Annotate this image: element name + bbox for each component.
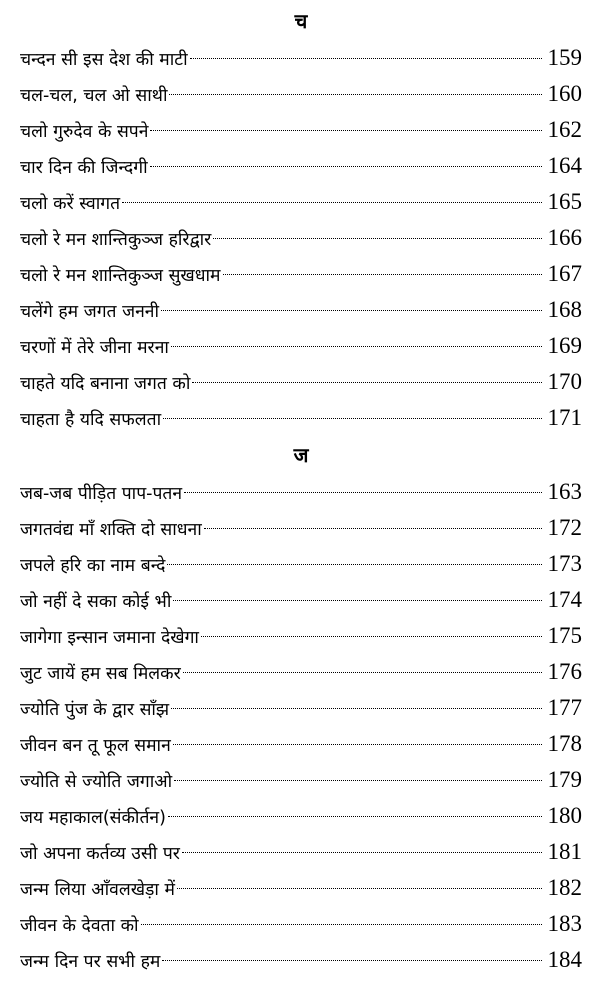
entry-title: चार दिन की जिन्दगी (20, 158, 148, 178)
entry-page-number: 173 (547, 551, 582, 576)
entry-title: चलो रे मन शान्तिकुञ्ज सुखधाम (20, 266, 221, 286)
index-entry (20, 654, 582, 690)
entry-page-number: 167 (547, 261, 582, 286)
dot-leader (184, 492, 541, 493)
entry-title: जो अपना कर्तव्य उसी पर (20, 844, 180, 864)
entry-title: चलेंगे हम जगत जननी (20, 302, 160, 322)
entry-page-number: 163 (547, 479, 582, 504)
entry-page-number: 172 (547, 515, 582, 540)
index-entry (20, 220, 582, 256)
entry-page-number: 164 (547, 153, 582, 178)
dot-leader (174, 780, 541, 781)
index-entry (20, 256, 582, 292)
entry-title: ज्योति से ज्योति जगाओ (20, 772, 173, 792)
index-entry (20, 582, 582, 618)
index-entry (20, 942, 582, 978)
entry-page-number: 162 (547, 117, 582, 142)
index-entry (20, 148, 582, 184)
entry-title: जन्म दिन पर सभी हम (20, 952, 161, 972)
entry-page-number: 165 (547, 189, 582, 214)
entry-title: चल-चल, चल ओ साथी (20, 86, 168, 106)
dot-leader (122, 202, 541, 203)
entry-page-number: 175 (547, 623, 582, 648)
entry-page-number: 182 (547, 875, 582, 900)
entry-page-number: 170 (547, 369, 582, 394)
entry-title: चलो रे मन शान्तिकुञ्ज हरिद्वार (20, 230, 212, 250)
index-entry (20, 546, 582, 582)
index-entry (20, 400, 582, 436)
entry-page-number: 168 (547, 297, 582, 322)
dot-leader (171, 346, 542, 347)
entry-title: जो नहीं दे सका कोई भी (20, 592, 172, 612)
section-heading-cha: च (294, 9, 308, 33)
dot-leader (150, 130, 541, 131)
entry-page-number: 159 (547, 45, 582, 70)
entry-page-number: 180 (547, 803, 582, 828)
dot-leader (150, 166, 542, 167)
entry-title: जन्म लिया आँवलखेड़ा में (20, 880, 175, 900)
dot-leader (213, 238, 541, 239)
section-heading-ja: ज (293, 443, 309, 467)
index-entry (20, 184, 582, 220)
index-entry (20, 798, 582, 834)
index-entry (20, 510, 582, 546)
entry-title: चाहता है यदि सफलता (20, 410, 162, 430)
index-entry (20, 364, 582, 400)
entry-page-number: 183 (547, 911, 582, 936)
dot-leader (163, 418, 541, 419)
dot-leader (192, 382, 541, 383)
entry-title: जीवन बन तू फूल समान (20, 736, 171, 756)
dot-leader (182, 852, 542, 853)
index-entry (20, 474, 582, 510)
dot-leader (168, 816, 542, 817)
dot-leader (173, 744, 542, 745)
index-entry (20, 762, 582, 798)
dot-leader (161, 310, 541, 311)
index-entry (20, 328, 582, 364)
dot-leader (177, 888, 542, 889)
index-entry (20, 76, 582, 112)
dot-leader (190, 58, 542, 59)
entry-title: चरणों में तेरे जीना मरना (20, 338, 169, 358)
entry-title: जपले हरि का नाम बन्दे (20, 556, 166, 576)
index-entry (20, 690, 582, 726)
dot-leader (169, 94, 541, 95)
index-entry (20, 292, 582, 328)
entry-page-number: 184 (547, 947, 582, 972)
index-entry (20, 618, 582, 654)
section-ja-list (20, 474, 582, 978)
entry-title: जय महाकाल(संकीर्तन) (20, 808, 166, 828)
entry-page-number: 160 (547, 81, 582, 106)
entry-page-number: 178 (547, 731, 582, 756)
entry-title: जीवन के देवता को (20, 916, 139, 936)
entry-page-number: 176 (547, 659, 582, 684)
entry-title: जागेगा इन्सान जमाना देखेगा (20, 628, 199, 648)
index-entry (20, 40, 582, 76)
index-entry (20, 834, 582, 870)
entry-title: जब-जब पीड़ित पाप-पतन (20, 484, 183, 504)
dot-leader (201, 636, 542, 637)
entry-page-number: 179 (547, 767, 582, 792)
index-entry (20, 870, 582, 906)
entry-title: चाहते यदि बनाना जगत को (20, 374, 191, 394)
entry-title: चन्दन सी इस देश की माटी (20, 50, 188, 70)
dot-leader (183, 672, 542, 673)
dot-leader (171, 708, 541, 709)
entry-title: चलो गुरुदेव के सपने (20, 122, 149, 142)
entry-title: जुट जायें हम सब मिलकर (20, 664, 181, 684)
entry-page-number: 181 (547, 839, 582, 864)
dot-leader (167, 564, 541, 565)
entry-title: ज्योति पुंज के द्वार साँझ (20, 700, 170, 720)
entry-title: जगतवंद्य माँ शक्ति दो साधना (20, 520, 202, 540)
dot-leader (204, 528, 542, 529)
dot-leader (173, 600, 541, 601)
entry-title: चलो करें स्वागत (20, 194, 121, 214)
dot-leader (223, 274, 542, 275)
entry-page-number: 177 (547, 695, 582, 720)
dot-leader (162, 960, 541, 961)
index-entry (20, 726, 582, 762)
index-entry (20, 906, 582, 942)
section-cha-list (20, 40, 582, 436)
entry-page-number: 169 (547, 333, 582, 358)
dot-leader (141, 924, 542, 925)
entry-page-number: 174 (547, 587, 582, 612)
entry-page-number: 171 (547, 405, 582, 430)
index-entry (20, 112, 582, 148)
entry-page-number: 166 (547, 225, 582, 250)
